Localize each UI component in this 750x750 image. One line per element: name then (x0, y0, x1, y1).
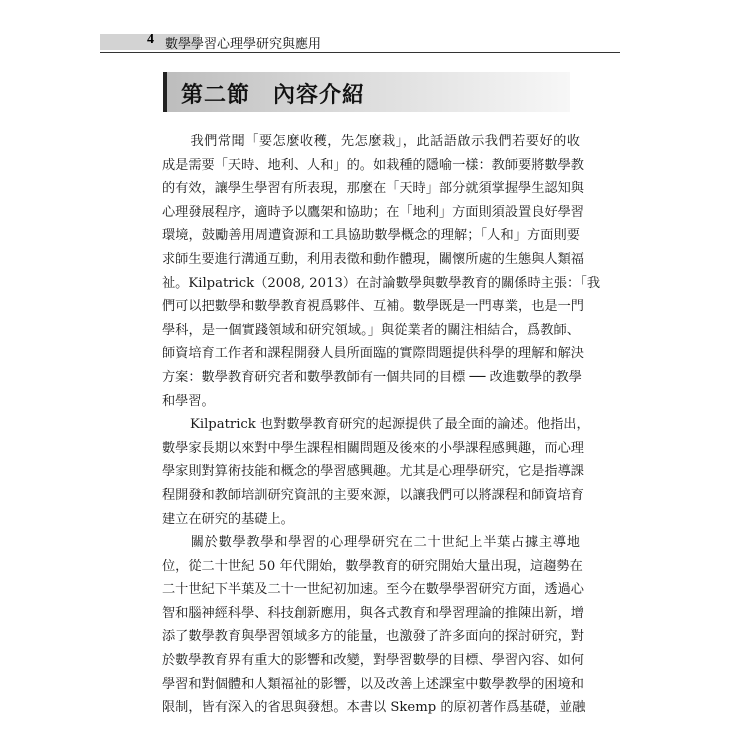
text-line: 添了數學教育與學習領域多方的能量，也激發了許多面向的探討研究，對 (162, 629, 584, 645)
text-line: 關於數學教學和學習的心理學研究在二十世紀上半葉占據主導地 (190, 535, 580, 551)
header-rule (100, 52, 620, 53)
text-line: 求師生要進行溝通互動，利用表徵和動作體現，關懷所處的生態與人類福 (162, 251, 584, 267)
body-text (162, 130, 601, 720)
text-line: 學家則對算術技能和概念的學習感興趣。尤其是心理學研究，它是指導課 (162, 464, 584, 480)
text-line: 二十世紀下半葉及二十一世紀初加速。至今在數學學習研究方面，透過心 (162, 582, 584, 598)
text-line: 們可以把數學和數學教育視爲夥伴、互補。數學既是一門專業，也是一門 (162, 299, 584, 315)
text-line: 心理發展程序，適時予以鷹架和協助；在「地利」方面則須設置良好學習 (162, 204, 584, 220)
text-line: 我們常聞「要怎麼收穫，先怎麼栽」，此話語啟示我們若要好的收 (190, 134, 580, 149)
text-line: 學科，是一個實踐領域和研究領域。」與從業者的關注相結合，爲教師、 (162, 322, 580, 338)
text-line: 祉。Kilpatrick（2008, 2013）在討論數學與數學教育的關係時主張：「我 (162, 275, 601, 291)
text-line: 環境，鼓勵善用周遭資源和工具協助數學概念的理解；「人和」方面則要 (162, 228, 580, 244)
running-title: 數學學習心理學研究與應用 (165, 37, 322, 52)
text-line: Kilpatrick 也對數學教育研究的起源提供了最全面的論述。他指出， (190, 417, 590, 433)
text-line: 成是需要「天時、地利、人和」的。如栽種的隱喻一樣：教師要將數學教 (162, 157, 584, 173)
text-line: 學習和對個體和人類福祉的影響，以及改善上述課室中數學教學的困境和 (162, 676, 584, 692)
text-line: 程開發和教師培訓研究資訊的主要來源，以讓我們可以將課程和師資培育 (162, 487, 584, 503)
page-header (100, 30, 630, 54)
text-line: 智和腦神經科學、科技創新應用，與各式教育和學習理論的推陳出新，增 (162, 605, 584, 621)
text-line: 限制，皆有深入的省思與發想。本書以 Skemp 的原初著作爲基礎，並融 (162, 700, 586, 716)
text-line: 建立在研究的基礎上。 (162, 511, 294, 527)
text-line: 師資培育工作者和課程開發人員所面臨的實際問題提供科學的理解和解決 (162, 346, 584, 362)
section-title: 第二節 內容介紹 (181, 82, 366, 108)
text-line: 數學家長期以來對中學生課程相關問題及後來的小學課程感興趣，而心理 (162, 440, 584, 456)
text-line: 於數學教育界有重大的影響和改變，對學習數學的目標、學習內容、如何 (162, 653, 584, 669)
text-line: 和學習。 (162, 393, 215, 409)
text-line: 方案：數學教育研究者和數學教師有一個共同的目標 ── 改進數學的教學 (162, 369, 582, 385)
section-banner (163, 72, 570, 112)
text-line: 的有效，讓學生學習有所表現，那麼在「天時」部分就須掌握學生認知與 (162, 181, 584, 197)
text-line: 位，從二十世紀 50 年代開始，數學教育的研究開始大量出現，這趨勢在 (162, 558, 583, 574)
page-number: 4 (147, 32, 154, 47)
paragraph (162, 531, 586, 720)
paragraph (162, 413, 590, 531)
paragraph (162, 130, 601, 413)
